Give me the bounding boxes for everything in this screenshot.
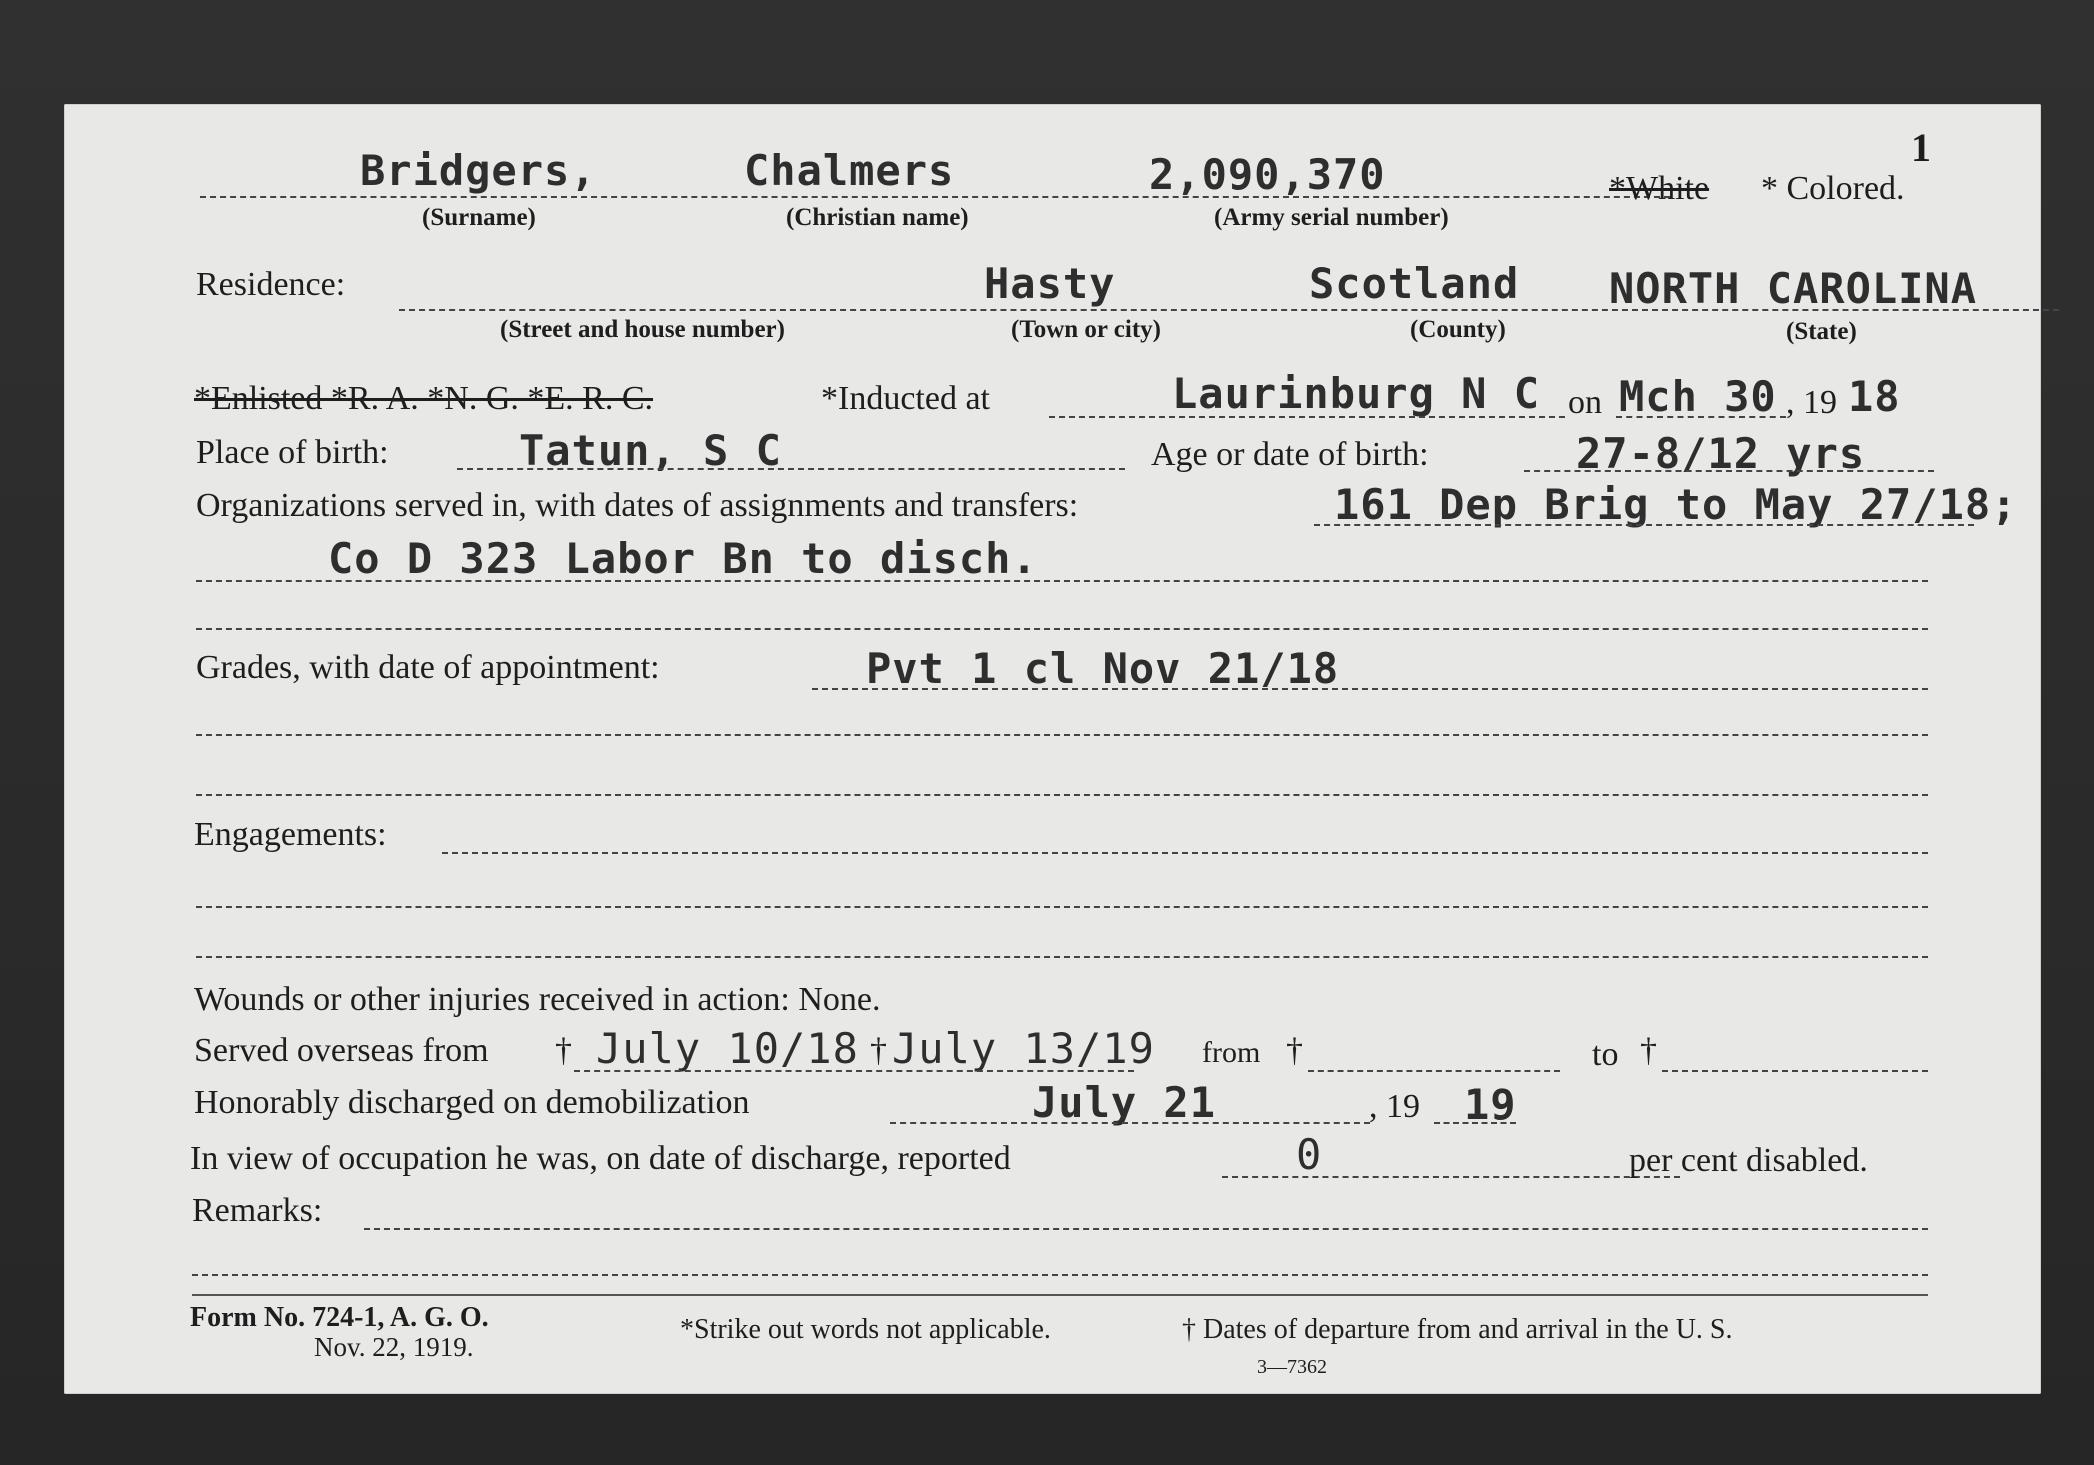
engagements-line-3 bbox=[196, 956, 1928, 958]
serial-number-value: 2,090,370 bbox=[1149, 150, 1386, 199]
card-number: 1 bbox=[1911, 125, 1931, 170]
residence-line bbox=[399, 309, 2059, 311]
birth-place-value: Tatun, S C bbox=[519, 426, 782, 475]
race-white: *White bbox=[1609, 170, 1710, 207]
induction-date-value: Mch 30 bbox=[1619, 372, 1777, 421]
disabled-value: 0 bbox=[1296, 1130, 1323, 1179]
grade-line-3 bbox=[196, 794, 1928, 796]
overseas-to-label: to bbox=[1592, 1036, 1619, 1073]
surname-caption: (Surname) bbox=[422, 204, 536, 231]
state-caption: (State) bbox=[1786, 318, 1857, 345]
organizations-label: Organizations served in, with dates of assignments and transfers: bbox=[196, 487, 1079, 524]
disabled-suffix: per cent disabled. bbox=[1629, 1142, 1868, 1179]
christian-name-value: Chalmers bbox=[744, 146, 955, 195]
grade-value: Pvt 1 cl Nov 21/18 bbox=[866, 644, 1340, 693]
inducted-at-line bbox=[1049, 416, 1565, 418]
race-colored: * Colored. bbox=[1761, 170, 1905, 207]
residence-label: Residence: bbox=[196, 266, 346, 303]
organization-line-1: 161 Dep Brig to May 27/18; bbox=[1334, 480, 2018, 529]
induction-date-line bbox=[1616, 416, 1786, 418]
discharge-year-line bbox=[1434, 1122, 1516, 1124]
overseas-to-value: July 13/19 bbox=[892, 1024, 1155, 1073]
birth-place-line bbox=[457, 468, 1125, 470]
birth-place-label: Place of birth: bbox=[196, 434, 389, 471]
overseas-line-1 bbox=[574, 1070, 1134, 1072]
street-caption: (Street and house number) bbox=[500, 316, 785, 343]
overseas-dagger-4: † bbox=[1640, 1032, 1657, 1069]
form-date: Nov. 22, 1919. bbox=[314, 1332, 474, 1362]
state-value: NORTH CAROLINA bbox=[1609, 264, 1978, 313]
discharge-year-value: 19 bbox=[1464, 1080, 1517, 1129]
county-value: Scotland bbox=[1309, 259, 1520, 308]
town-caption: (Town or city) bbox=[1011, 316, 1161, 343]
record-card bbox=[64, 104, 2041, 1394]
grades-label: Grades, with date of appointment: bbox=[196, 649, 660, 686]
print-code: 3—7362 bbox=[1257, 1356, 1327, 1378]
overseas-line-3 bbox=[1662, 1070, 1928, 1072]
remarks-line-1 bbox=[364, 1228, 1928, 1230]
town-value: Hasty bbox=[984, 259, 1116, 308]
organization-line-3-rule bbox=[196, 628, 1928, 630]
age-line bbox=[1524, 470, 1934, 472]
overseas-line-2 bbox=[1308, 1070, 1560, 1072]
footer-rule bbox=[192, 1294, 1928, 1296]
grade-line bbox=[812, 688, 1928, 690]
footnote-dates: † Dates of departure from and arrival in the U. S. bbox=[1182, 1314, 1733, 1345]
enlisted-struck-options: *Enlisted *R. A. *N. G. *E. R. C. bbox=[194, 380, 654, 417]
county-caption: (County) bbox=[1410, 316, 1506, 343]
surname-value: Bridgers, bbox=[360, 146, 597, 195]
age-label: Age or date of birth: bbox=[1151, 436, 1429, 473]
remarks-label: Remarks: bbox=[192, 1192, 323, 1229]
grade-line-2 bbox=[196, 734, 1928, 736]
footnote-strike: *Strike out words not applicable. bbox=[680, 1314, 1051, 1345]
engagements-line-2 bbox=[196, 906, 1928, 908]
organization-line-2: Co D 323 Labor Bn to disch. bbox=[328, 534, 1038, 583]
overseas-from-value: July 10/18 bbox=[596, 1024, 859, 1073]
disabled-line bbox=[1222, 1176, 1680, 1178]
serial-caption: (Army serial number) bbox=[1214, 204, 1449, 231]
on-label: on bbox=[1568, 384, 1602, 421]
inducted-at-value: Laurinburg N C bbox=[1172, 369, 1541, 418]
disabled-label: In view of occupation he was, on date of discharge, reported bbox=[190, 1140, 1011, 1177]
row1-line bbox=[200, 196, 1670, 198]
overseas-dagger-3: † bbox=[1286, 1032, 1303, 1069]
overseas-dagger-2: † bbox=[870, 1032, 887, 1069]
wounds-text: Wounds or other injuries received in action: None. bbox=[194, 981, 881, 1018]
engagements-label: Engagements: bbox=[194, 816, 387, 853]
overseas-label: Served overseas from bbox=[194, 1032, 489, 1069]
overseas-from-label: from bbox=[1202, 1036, 1261, 1069]
engagements-line-1 bbox=[442, 852, 1928, 854]
organization-line-1-rule bbox=[1314, 524, 1974, 526]
discharge-year-prefix: , 19 bbox=[1369, 1088, 1420, 1125]
discharge-date-line bbox=[890, 1122, 1370, 1124]
overseas-dagger-1: † bbox=[555, 1032, 572, 1069]
discharged-label: Honorably discharged on demobilization bbox=[194, 1084, 750, 1121]
age-value: 27-8/12 yrs bbox=[1576, 429, 1866, 478]
form-number: Form No. 724-1, A. G. O. bbox=[190, 1302, 489, 1333]
organization-line-2-rule bbox=[196, 580, 1928, 582]
christian-name-caption: (Christian name) bbox=[786, 204, 969, 231]
inducted-label: *Inducted at bbox=[821, 380, 990, 417]
induction-year-value: 18 bbox=[1848, 372, 1901, 421]
discharge-date-value: July 21 bbox=[1032, 1078, 1217, 1127]
remarks-line-2 bbox=[192, 1274, 1928, 1276]
induction-year-prefix: , 19 bbox=[1786, 384, 1837, 421]
